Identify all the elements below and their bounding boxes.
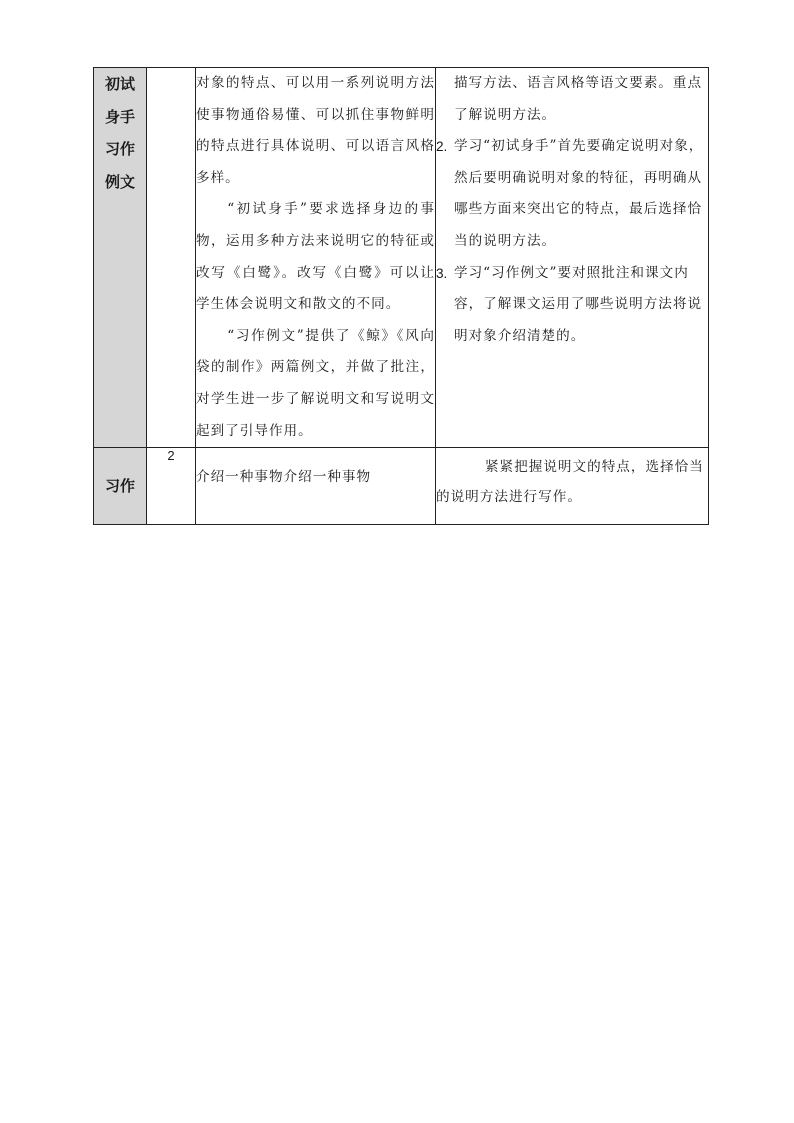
category-cell <box>94 68 147 448</box>
category-line: 习作 <box>104 140 135 158</box>
teaching-plan-table <box>93 67 709 525</box>
goal-text: 紧紧把握说明文的特点，选择恰当的说明方法进行写作。 <box>436 459 704 506</box>
content-paragraph: 对象的特点、可以用一系列说明方法使事物通俗易懂、可以抓住事物鲜明的特点进行具体说明、可以语言风格多样。 <box>196 75 435 186</box>
table-row-composition <box>94 448 709 525</box>
goal-number: 3. <box>436 265 448 281</box>
content-cell: 介绍一种事物介绍一种事物 <box>196 448 436 525</box>
table-row-practice-examples <box>94 68 709 448</box>
category-line: 身手 <box>104 107 135 126</box>
goal-cell <box>436 448 709 525</box>
category-cell <box>94 448 147 525</box>
goal-item <box>436 131 708 257</box>
category-line: 例文 <box>104 172 135 191</box>
goal-text: 学习“习作例文”要对照批注和课文内容，了解课文运用了哪些说明方法将说明对象介绍清楚的。 <box>454 264 703 344</box>
goal-item <box>436 258 708 353</box>
hours-cell: 2 <box>147 448 196 525</box>
goal-cell <box>436 68 709 448</box>
content-cell <box>196 68 436 448</box>
goal-text: 学习“初试身手”首先要确定说明对象，然后要明确说明对象的特征，再明确从哪些方面来突出它的特点，最后选择恰当的说明方法。 <box>454 138 704 249</box>
content-paragraph: “习作例文”提供了《鲸》《风向袋的制作》两篇例文，并做了批注，对学生进一步了解说明文和写说明文起到了引导作用。 <box>196 327 435 439</box>
category-line: 习作 <box>104 476 135 495</box>
category-line: 初试 <box>104 75 135 93</box>
hours-cell <box>147 68 196 448</box>
goal-number: 2. <box>436 139 448 155</box>
content-paragraph: “初试身手”要求选择身边的事物，运用多种方法来说明它的特征或改写《白鹭》。改写《白鹭》可以让学生体会说明文和散文的不同。 <box>196 201 435 313</box>
goal-continuation: 描写方法、语言风格等语文要素。重点了解说明方法。 <box>454 75 703 123</box>
